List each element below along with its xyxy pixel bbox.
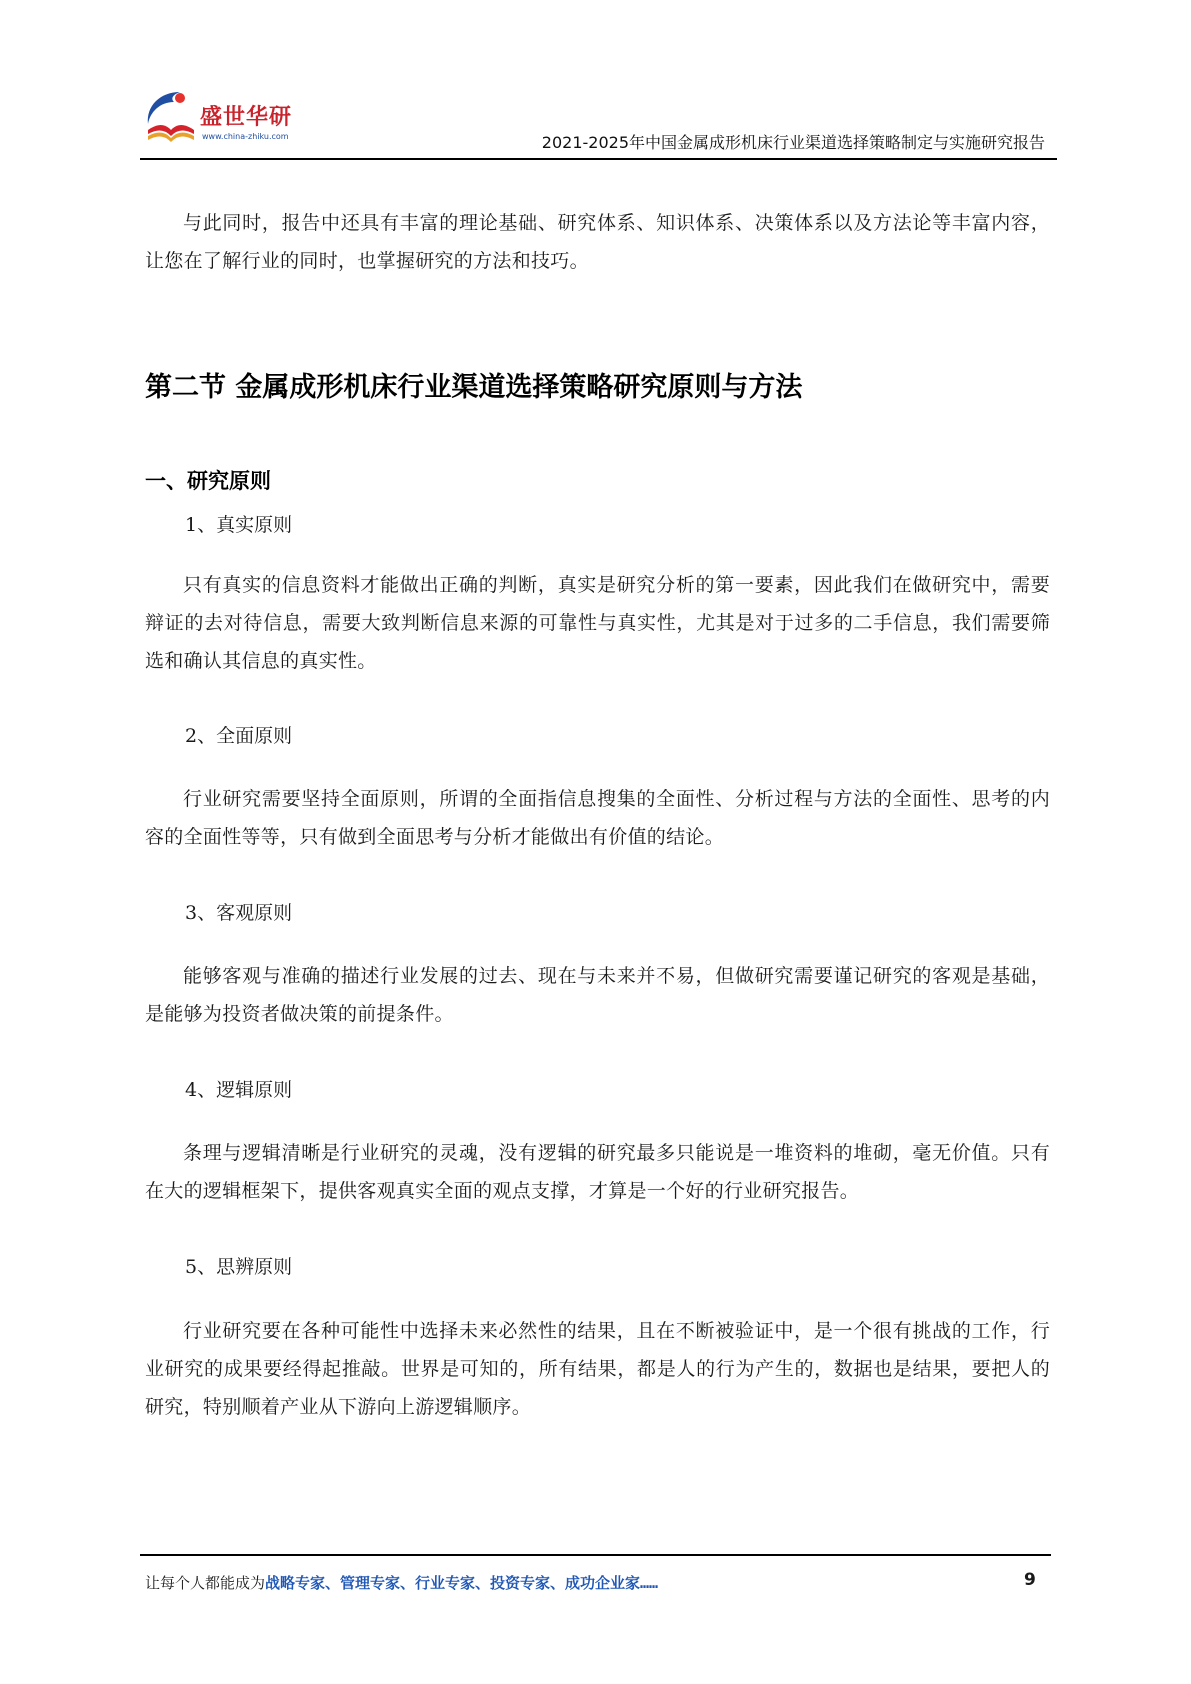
logo-name: 盛世华研	[200, 105, 293, 130]
principle-heading: 4、逻辑原则	[185, 1079, 293, 1101]
footer-prefix: 让每个人都能成为	[145, 1574, 266, 1592]
principle-text: 只有真实的信息资料才能做出正确的判断，真实是研究分析的第一要素，因此我们在做研究中，需要辩证的去对待信息，需要大致判断信息来源的可靠性与真实性，尤其是对于过多的二手信息，我们需要筛选和确认其信息的真实性。	[145, 574, 1050, 672]
subsection-title: 一、研究原则	[145, 469, 271, 493]
company-logo	[140, 86, 310, 156]
logo-url: www.china-zhiku.com	[202, 132, 289, 141]
intro-block	[145, 204, 1050, 280]
principle-heading: 2、全面原则	[185, 725, 293, 747]
section-title: 第二节 金属成形机床行业渠道选择策略研究原则与方法	[145, 372, 803, 403]
footer-highlight: 战略专家、管理专家、行业专家、投资专家、成功企业家……	[265, 1574, 659, 1592]
report-title: 2021-2025年中国金属成形机床行业渠道选择策略制定与实施研究报告	[541, 133, 1045, 152]
principle-text: 行业研究需要坚持全面原则，所谓的全面指信息搜集的全面性、分析过程与方法的全面性、思考的内容的全面性等等，只有做到全面思考与分析才能做出有价值的结论。	[145, 788, 1050, 848]
principle-heading: 5、思辨原则	[185, 1256, 293, 1278]
principle-paragraph	[145, 1312, 1050, 1426]
principle-heading: 3、客观原则	[185, 902, 293, 924]
principle-paragraph	[145, 1134, 1050, 1210]
principle-heading: 1、真实原则	[185, 514, 293, 536]
principle-text: 条理与逻辑清晰是行业研究的灵魂，没有逻辑的研究最多只能说是一堆资料的堆砌，毫无价值。只有在大的逻辑框架下，提供客观真实全面的观点支撑，才算是一个好的行业研究报告。	[145, 1142, 1050, 1202]
header-divider	[140, 158, 1057, 160]
page-header	[140, 78, 1057, 160]
footer-slogan	[145, 1572, 658, 1593]
logo-emblem-icon	[140, 86, 202, 148]
principle-text: 能够客观与准确的描述行业发展的过去、现在与未来并不易，但做研究需要谨记研究的客观是基础，是能够为投资者做决策的前提条件。	[145, 965, 1050, 1025]
footer-divider	[140, 1554, 1051, 1556]
principle-paragraph	[145, 780, 1050, 856]
page-number: 9	[1024, 1570, 1036, 1590]
intro-paragraph: 与此同时，报告中还具有丰富的理论基础、研究体系、知识体系、决策体系以及方法论等丰富内容，让您在了解行业的同时，也掌握研究的方法和技巧。	[145, 212, 1050, 272]
principle-paragraph	[145, 566, 1050, 680]
principle-text: 行业研究要在各种可能性中选择未来必然性的结果，且在不断被验证中，是一个很有挑战的工作，行业研究的成果要经得起推敲。世界是可知的，所有结果，都是人的行为产生的，数据也是结果，要把人的研究，特别顺着产业从下游向上游逻辑顺序。	[145, 1320, 1050, 1418]
principle-paragraph	[145, 957, 1050, 1033]
